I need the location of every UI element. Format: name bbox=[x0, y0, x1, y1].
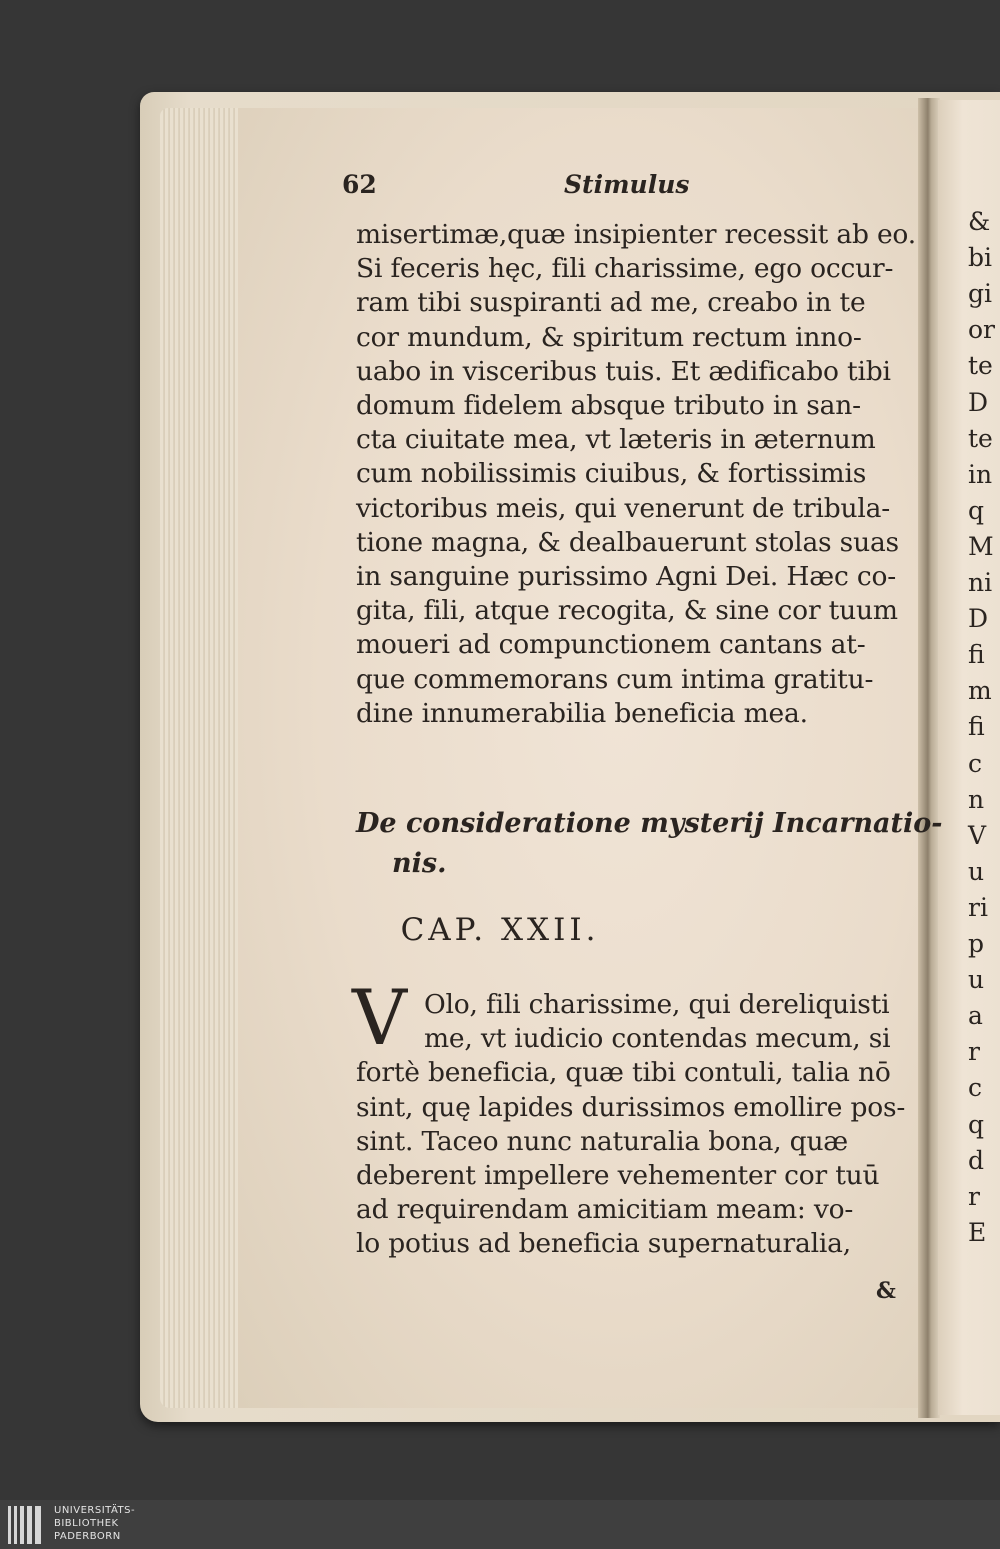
right-page-fragment: ni bbox=[968, 568, 993, 597]
right-page-fragment: c bbox=[968, 748, 983, 778]
text-line: domum fidelem absque tributo in san- bbox=[356, 390, 861, 421]
catchword: & bbox=[876, 1278, 896, 1304]
right-page-fragment: or bbox=[968, 315, 996, 345]
right-page-fragment: q bbox=[968, 495, 985, 525]
running-title: Stimulus bbox=[564, 170, 690, 199]
library-logo-icon bbox=[8, 1506, 42, 1544]
text-line: Si feceris hęc, fili charissime, ego occur- bbox=[356, 253, 894, 285]
right-page-fragment: u bbox=[968, 965, 985, 995]
text-line: sint. Taceo nunc naturalia bona, quæ bbox=[356, 1125, 849, 1157]
text-line: ad requirendam amicitiam meam: vo- bbox=[356, 1194, 854, 1226]
text-line: dine innumerabilia beneficia mea. bbox=[356, 697, 808, 729]
right-page-fragment: m bbox=[968, 676, 992, 706]
text-line: tione magna, & dealbauerunt stolas suas bbox=[356, 526, 899, 558]
right-page-fragment: V bbox=[968, 820, 987, 850]
text-line: cor mundum, & spiritum rectum inno- bbox=[356, 321, 862, 353]
section-heading-continued: nis. bbox=[392, 848, 447, 879]
page-edges bbox=[160, 108, 250, 1408]
right-page-fragment: r bbox=[968, 1181, 980, 1211]
text-line: cum nobilissimis ciuibus, & fortissimis bbox=[356, 458, 867, 490]
right-page-fragment: te bbox=[968, 351, 993, 381]
chapter-label: CAP. XXII. bbox=[400, 912, 600, 948]
right-page-fragment: c bbox=[968, 1073, 983, 1103]
text-line: uabo in visceribus tuis. Et ædificabo tibi bbox=[356, 355, 891, 387]
text-line: moueri ad compunctionem cantans at- bbox=[356, 629, 866, 661]
text-line: ram tibi suspiranti ad me, creabo in te bbox=[356, 287, 866, 319]
text-line: deberent impellere vehementer cor tuū bbox=[356, 1160, 880, 1191]
text-line: cta ciuitate mea, vt læteris in æternum bbox=[356, 424, 876, 456]
right-page-fragment: p bbox=[968, 929, 985, 958]
text-line: Olo, fili charissime, qui dereliquisti bbox=[424, 989, 890, 1020]
right-page-fragment: M bbox=[968, 531, 994, 561]
right-page-fragment: in bbox=[968, 459, 993, 489]
text-line: gita, fili, atque recogita, & sine cor tuum bbox=[356, 595, 898, 627]
right-page-fragment: d bbox=[968, 1145, 985, 1175]
page-number: 62 bbox=[342, 170, 377, 199]
right-page-fragment: a bbox=[968, 1001, 983, 1031]
drop-cap: V bbox=[352, 973, 407, 1062]
library-logo-text bbox=[54, 1504, 135, 1543]
right-page-fragment: te bbox=[968, 423, 993, 453]
running-head bbox=[342, 170, 902, 202]
right-page-fragment: gi bbox=[968, 279, 992, 309]
logo-line-3: PADERBORN bbox=[54, 1531, 121, 1542]
right-page-fragment: & bbox=[968, 207, 991, 236]
right-page-fragment: n bbox=[968, 784, 985, 814]
logo-line-1: UNIVERSITÄTS- bbox=[54, 1505, 136, 1516]
logo-line-2: BIBLIOTHEK bbox=[54, 1518, 119, 1529]
text-line: me, vt iudicio contendas mecum, si bbox=[424, 1023, 891, 1055]
right-page-fragment: D bbox=[968, 387, 989, 417]
right-page-fragment: fi bbox=[968, 640, 985, 670]
right-page-fragment: u bbox=[968, 856, 985, 886]
right-page-fragment: ri bbox=[968, 892, 988, 922]
right-page-fragment: r bbox=[968, 1037, 980, 1067]
book-gutter bbox=[918, 98, 940, 1418]
right-page-fragment: q bbox=[968, 1109, 985, 1139]
right-page-fragment: D bbox=[968, 604, 989, 634]
text-line: fortè beneficia, quæ tibi contuli, talia nō bbox=[356, 1057, 891, 1089]
right-page-fragment: E bbox=[968, 1217, 987, 1247]
right-page-fragment: bi bbox=[968, 243, 992, 273]
text-line: victoribus meis, qui venerunt de tribula- bbox=[356, 492, 890, 524]
text-line: misertimæ,quæ insipienter recessit ab eo. bbox=[356, 219, 916, 250]
footer-bar bbox=[0, 1500, 1000, 1549]
section-heading: De consideratione mysterij Incarnatio- bbox=[356, 808, 943, 839]
text-line: lo potius ad beneficia supernaturalia, bbox=[356, 1228, 851, 1260]
right-page-fragment: fi bbox=[968, 712, 985, 742]
text-line: que commemorans cum intima gratitu- bbox=[356, 663, 874, 695]
text-line: in sanguine purissimo Agni Dei. Hæc co- bbox=[356, 561, 897, 592]
text-line: sint, quę lapides durissimos emollire pos- bbox=[356, 1091, 906, 1123]
